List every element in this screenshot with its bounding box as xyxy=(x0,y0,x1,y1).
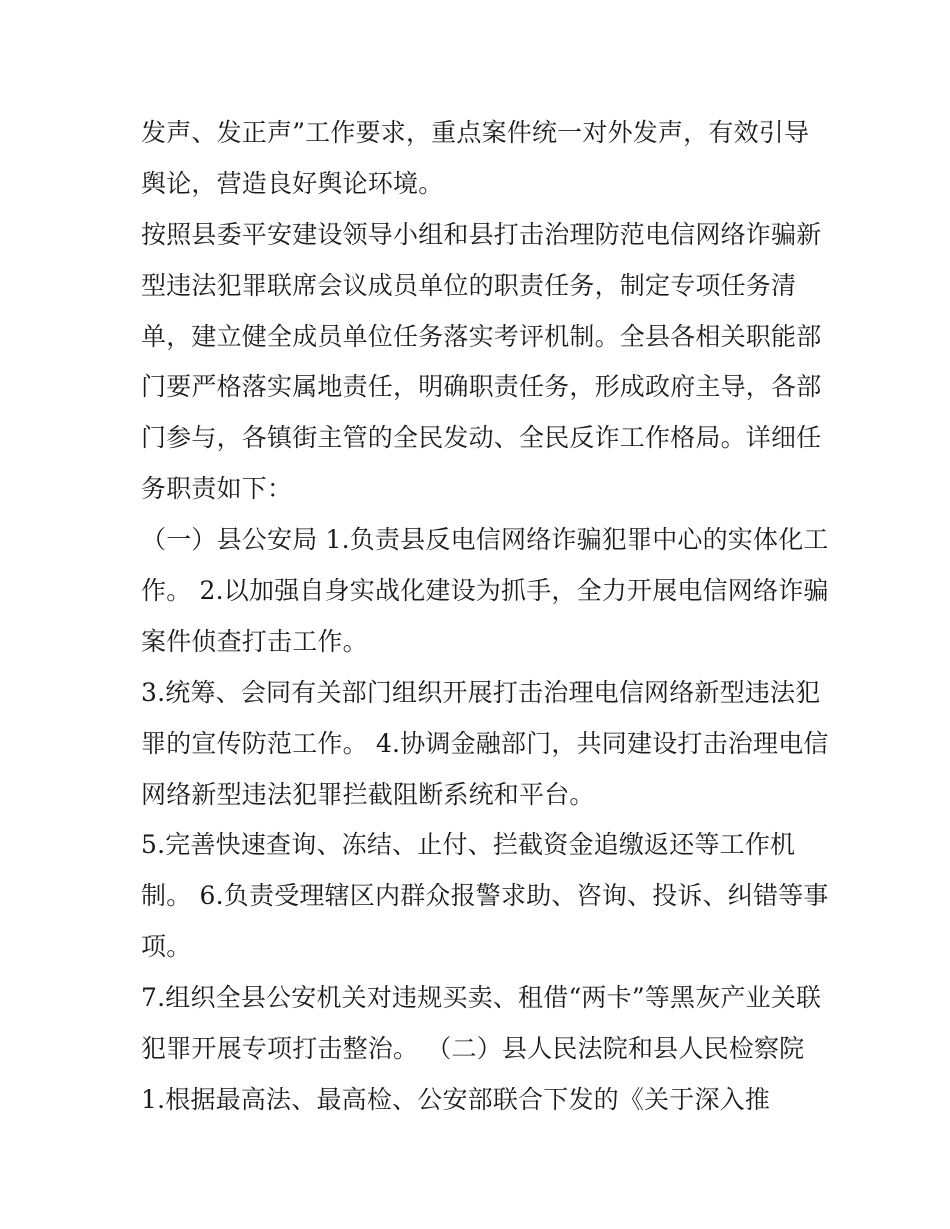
text-line: 门参与，各镇街主管的全民发动、全民反诈工作格局。详细任 xyxy=(141,423,822,453)
text-line: 1.根据最高法、最高检、公安部联合下发的《关于深入推 xyxy=(141,1084,771,1114)
text-line: 3.统筹、会同有关部门组织开展打击治理电信网络新型违法犯 xyxy=(141,677,821,707)
text-line: 型违法犯罪联席会议成员单位的职责任务，制定专项任务清 xyxy=(141,270,797,300)
text-line: 发声、发正声”工作要求，重点案件统一对外发声，有效引导 xyxy=(141,118,810,147)
text-line: 舆论，营造良好舆论环境。 xyxy=(141,168,444,198)
text-line: 7.组织全县公安机关对违规买卖、租借“两卡”等黑灰产业关联 xyxy=(141,983,822,1013)
text-line: 犯罪开展专项打击整治。 （二）县人民法院和县人民检察院 xyxy=(141,1034,805,1064)
text-line: 网络新型违法犯罪拦截阻断系统和平台。 xyxy=(141,779,595,809)
text-line: 项。 xyxy=(141,932,192,962)
text-line: 制。 6.负责受理辖区内群众报警求助、咨询、投诉、纠错等事 xyxy=(141,881,829,911)
text-line: 单，建立健全成员单位任务落实考评机制。全县各相关职能部 xyxy=(141,321,822,351)
text-line: 务职责如下： xyxy=(141,474,293,504)
text-line: 罪的宣传防范工作。 4.协调金融部门，共同建设打击治理电信 xyxy=(141,728,829,758)
text-line: 5.完善快速查询、冻结、止付、拦截资金追缴返还等工作机 xyxy=(141,830,796,860)
text-line: 门要严格落实属地责任，明确职责任务，形成政府主导，各部 xyxy=(141,372,822,402)
document-body xyxy=(141,108,829,1126)
text-line: 作。 2.以加强自身实战化建设为抓手，全力开展电信网络诈骗 xyxy=(141,576,829,606)
text-line: （一）县公安局 1.负责县反电信网络诈骗犯罪中心的实体化工 xyxy=(141,525,829,555)
text-line: 案件侦查打击工作。 xyxy=(141,626,368,656)
text-line: 按照县委平安建设领导小组和县打击治理防范电信网络诈骗新 xyxy=(141,219,822,249)
